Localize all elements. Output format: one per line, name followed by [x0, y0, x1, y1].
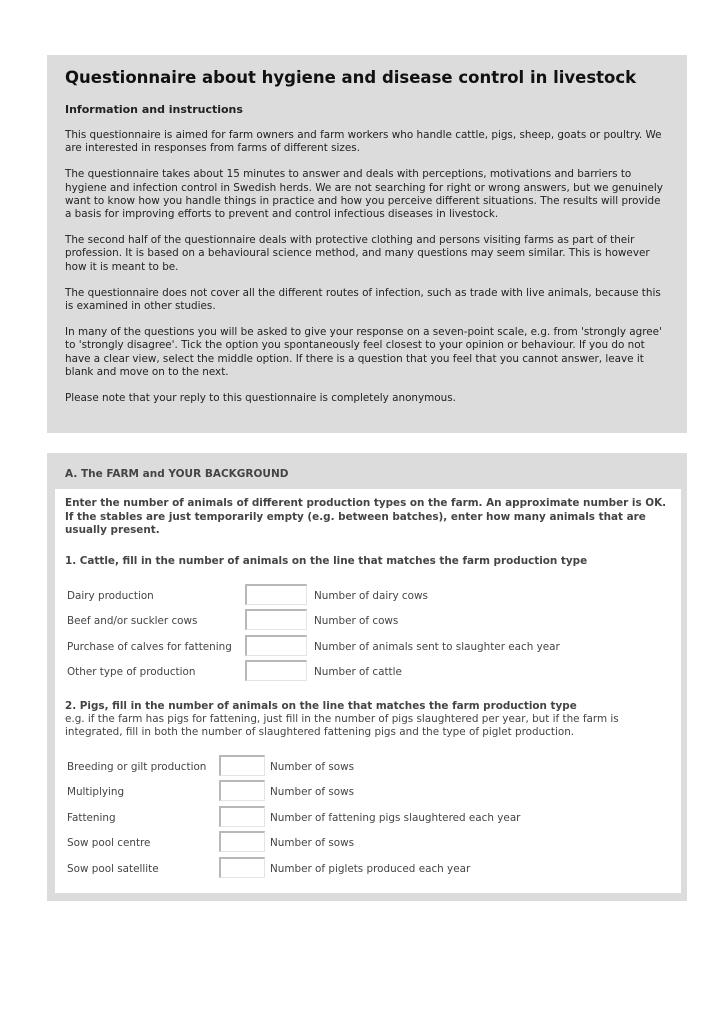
row-unit: Number of cows — [314, 615, 399, 627]
section-a-lead: Enter the number of animals of different production types on the farm. An approximate number is OK. If the stables are just temporarily empty (e.g. between batches), enter how many animals that are usually present. — [65, 497, 667, 536]
cattle-row-dairy — [65, 584, 671, 610]
pigs-row-fattening — [65, 806, 671, 832]
beef-count-field[interactable] — [245, 609, 307, 630]
row-label: Sow pool satellite — [67, 862, 159, 875]
section-a-content — [55, 489, 681, 893]
intro-paragraph: Please note that your reply to this questionnaire is completely anonymous. — [65, 392, 456, 405]
row-unit: Number of dairy cows — [314, 589, 428, 602]
fattening-count-field[interactable] — [219, 806, 265, 827]
pigs-question-title: 2. Pigs, fill in the number of animals on the line that matches the farm production type — [65, 699, 577, 712]
cattle-question-title: 1. Cattle, fill in the number of animals on the line that matches the farm production type — [65, 554, 588, 567]
dairy-count-field[interactable] — [245, 584, 307, 605]
page-title: Questionnaire about hygiene and disease control in livestock — [65, 68, 637, 87]
row-unit: Number of sows — [270, 786, 355, 798]
row-label: Dairy production — [67, 589, 154, 602]
cattle-row-other — [65, 660, 671, 686]
pigs-row-breeding — [65, 755, 671, 781]
pigs-row-multiplying — [65, 780, 671, 806]
intro-paragraph: The questionnaire takes about 15 minutes to answer and deals with perceptions, motivations and barriers to hygiene and infection control in Swedish herds. We are not searching for right or wrong answers, but we genuinely want to know how you handle things in practice and how you perceive different situations. The results will provide a basis for improving efforts to prevent and control infectious diseases in livestock. — [65, 168, 663, 221]
cattle-table — [65, 584, 671, 686]
row-unit: Number of fattening pigs slaughtered each year — [270, 811, 521, 824]
section-a-title: A. The FARM and YOUR BACKGROUND — [65, 468, 289, 480]
multiplying-count-field[interactable] — [219, 780, 265, 801]
row-label: Breeding or gilt production — [67, 760, 207, 773]
row-label: Multiplying — [67, 786, 125, 798]
row-label: Other type of production — [67, 666, 196, 678]
pigs-row-sow-pool-satellite — [65, 857, 671, 883]
pigs-row-sow-pool-centre — [65, 831, 671, 857]
other-cattle-count-field[interactable] — [245, 660, 307, 681]
row-label: Sow pool centre — [67, 837, 151, 849]
intro-paragraph: The second half of the questionnaire deals with protective clothing and persons visiting farms as part of their profession. It is based on a behavioural science method, and many questions may seem similar. This is however how it is meant to be. — [65, 234, 650, 273]
row-unit: Number of animals sent to slaughter each year — [314, 640, 560, 653]
row-unit: Number of piglets produced each year — [270, 862, 471, 875]
sow-pool-centre-count-field[interactable] — [219, 831, 265, 852]
section-a-panel — [47, 453, 687, 901]
row-label: Fattening — [67, 811, 116, 824]
pigs-question-subtitle: e.g. if the farm has pigs for fattening, just fill in the number of pigs slaughtered per year, but if the farm is integrated, fill in both the number of slaughtered fattening pigs and the type of piglet production. — [65, 712, 619, 738]
breeding-count-field[interactable] — [219, 755, 265, 776]
row-unit: Number of sows — [270, 760, 355, 773]
intro-paragraph: This questionnaire is aimed for farm owners and farm workers who handle cattle, pigs, sheep, goats or poultry. We are interested in responses from farms of different sizes. — [65, 129, 662, 155]
pigs-table — [65, 755, 671, 883]
intro-panel — [47, 55, 687, 433]
row-label: Purchase of calves for fattening — [67, 640, 232, 653]
row-unit: Number of sows — [270, 837, 355, 849]
sow-pool-satellite-count-field[interactable] — [219, 857, 265, 878]
intro-paragraph: The questionnaire does not cover all the different routes of infection, such as trade with live animals, because this is examined in other studies. — [65, 286, 661, 313]
intro-paragraph: In many of the questions you will be asked to give your response on a seven-point scale, e.g. from 'strongly agree' to 'strongly disagree'. Tick the option you spontaneously feel closest to your opinion or behaviour. If you do not have a clear view, select the middle option. If there is a question that you feel that you cannot answer, leave it blank and move on to the next. — [65, 326, 662, 378]
row-label: Beef and/or suckler cows — [67, 615, 198, 627]
calves-count-field[interactable] — [245, 635, 307, 656]
cattle-row-beef — [65, 609, 671, 635]
row-unit: Number of cattle — [314, 666, 402, 678]
cattle-row-calves — [65, 635, 671, 661]
instructions-heading: Information and instructions — [65, 103, 243, 116]
